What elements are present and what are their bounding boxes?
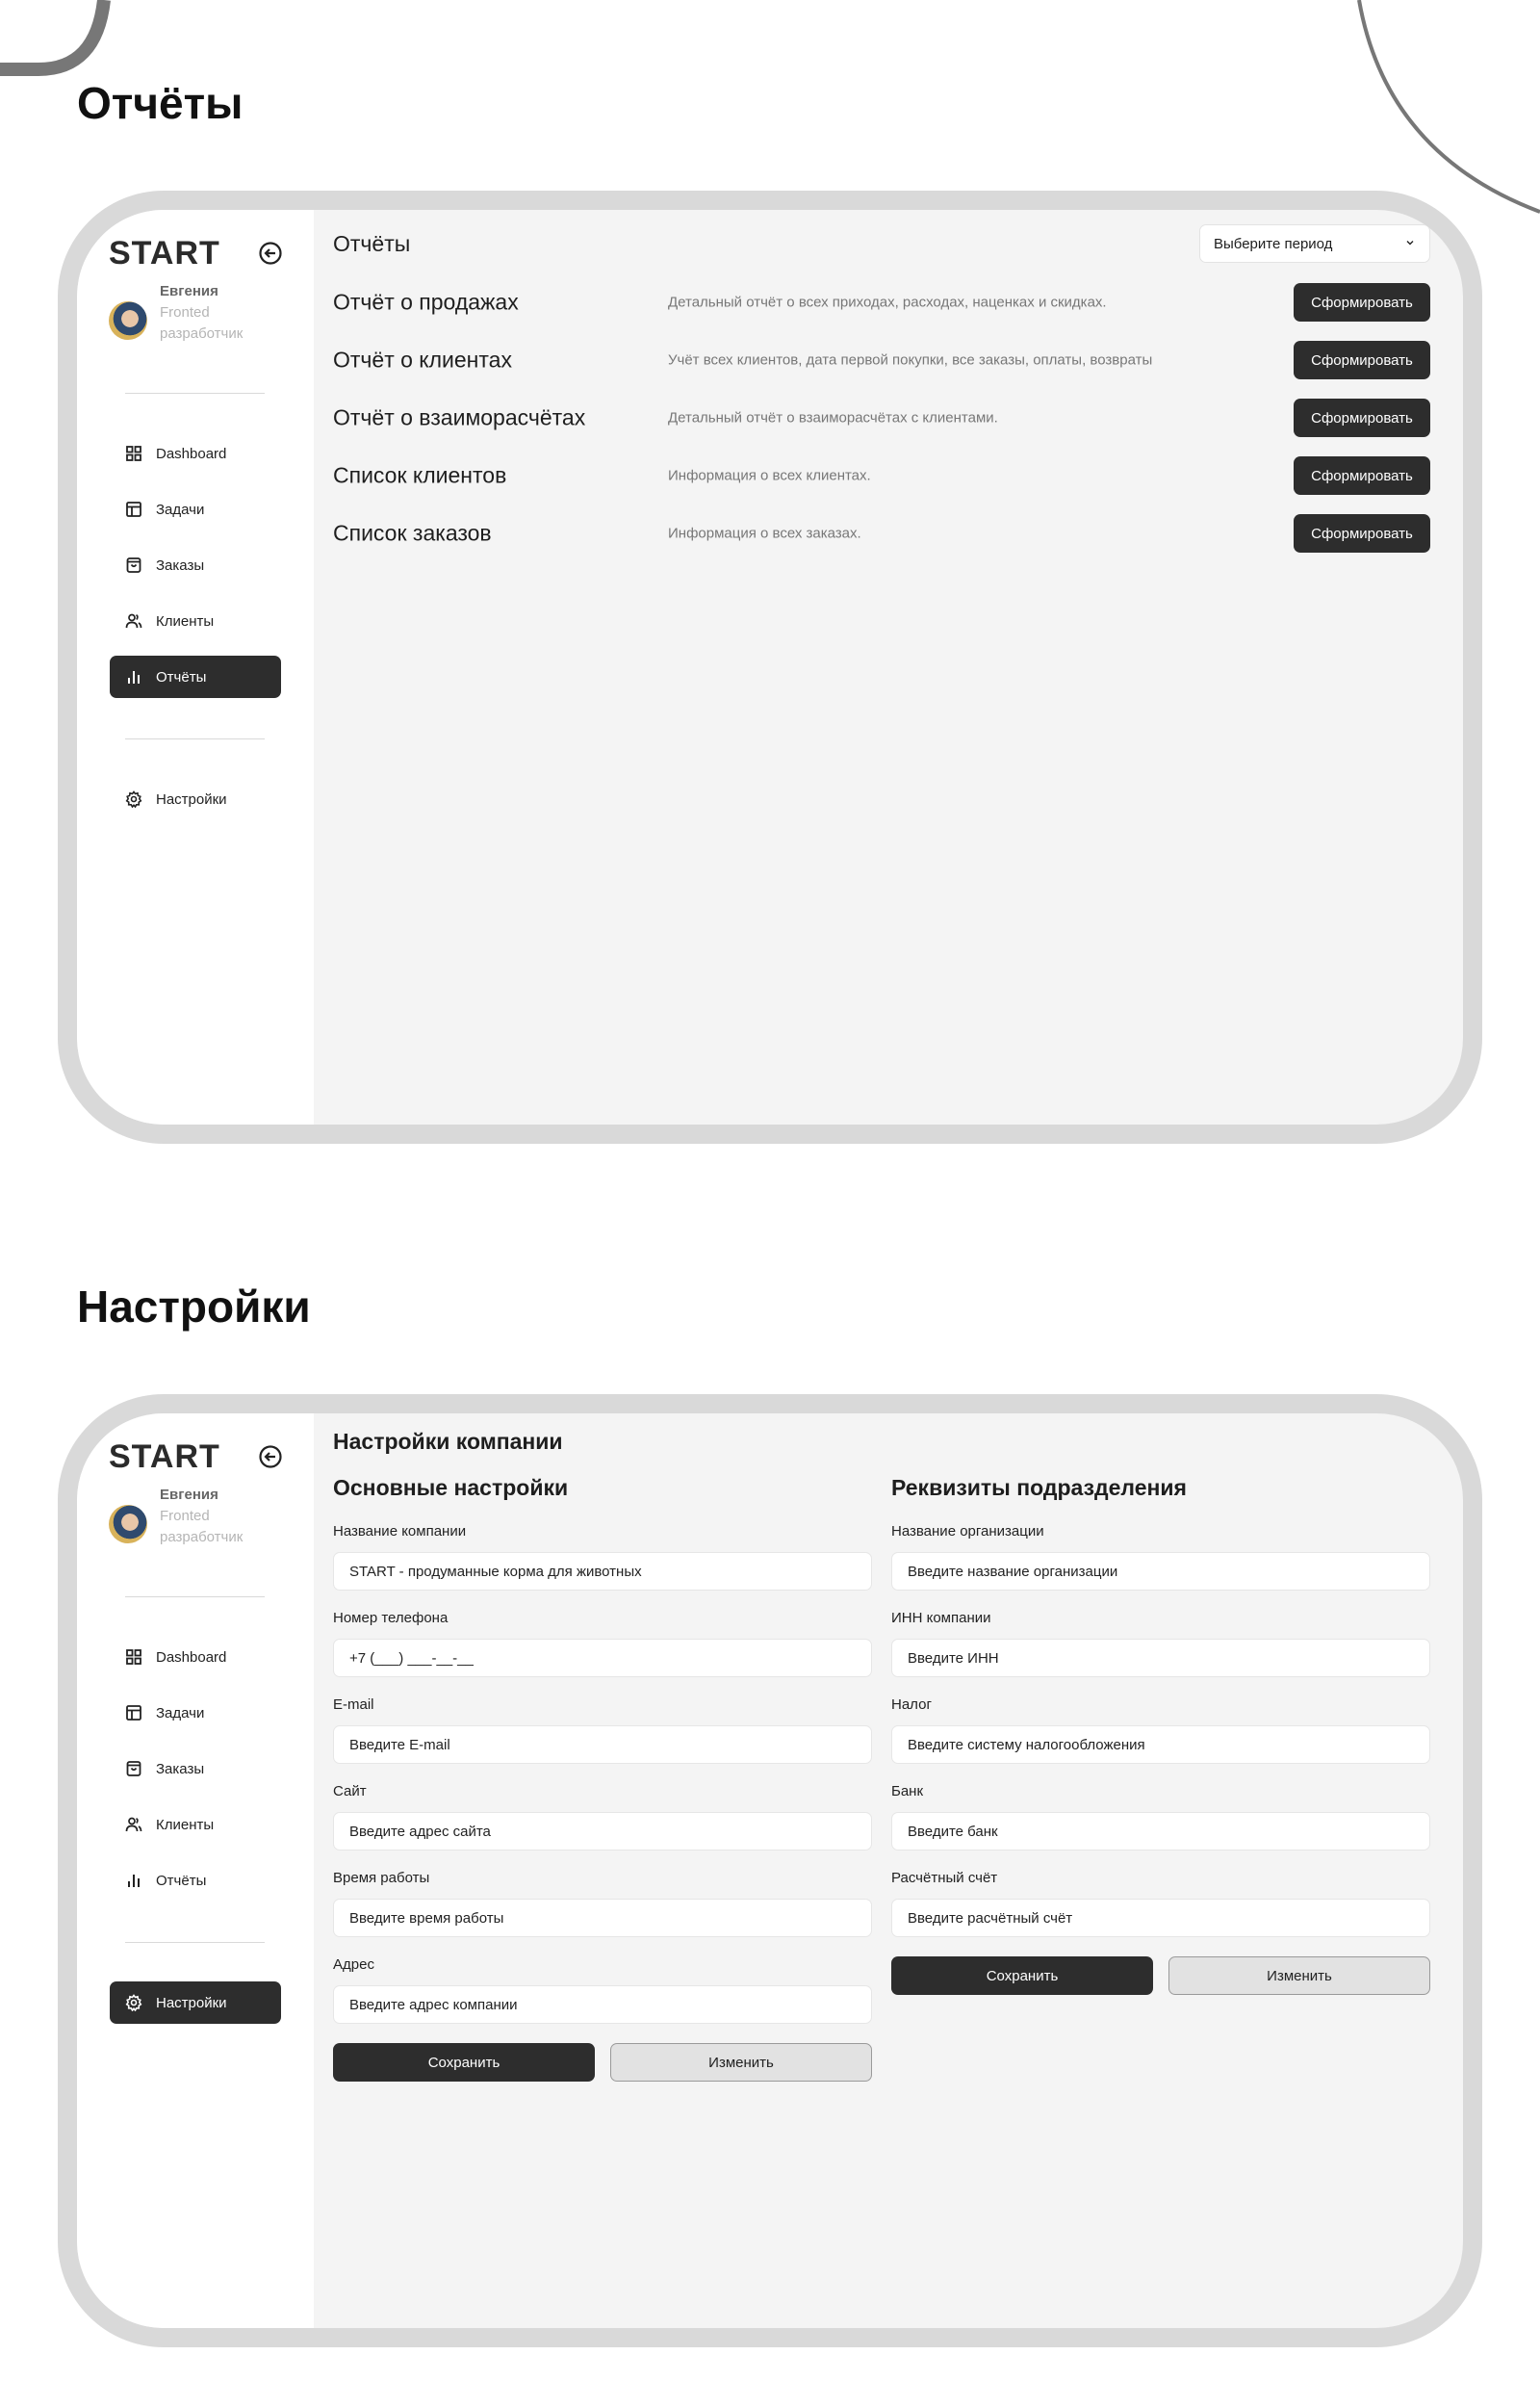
report-description: Информация о всех клиентах. <box>668 467 871 484</box>
field-label: Расчётный счёт <box>891 1870 998 1886</box>
sidebar <box>77 210 314 1125</box>
field-placeholder: Введите расчётный счёт <box>908 1909 1073 1927</box>
sidebar-item-0[interactable] <box>110 432 281 475</box>
field-placeholder: Введите ИНН <box>908 1649 999 1667</box>
field-input[interactable] <box>333 1552 872 1591</box>
sidebar-item-label: Заказы <box>156 556 205 574</box>
generate-report-button[interactable]: Сформировать <box>1294 456 1430 495</box>
sidebar-item-label: Задачи <box>156 501 205 518</box>
sidebar-item-1[interactable] <box>110 1692 281 1734</box>
field-placeholder: Введите название организации <box>908 1563 1118 1580</box>
sidebar-item-label: Dashboard <box>156 1648 227 1666</box>
field-label: Адрес <box>333 1956 374 1973</box>
report-description: Детальный отчёт о взаиморасчётах с клиентами. <box>668 409 998 427</box>
sidebar-item-4[interactable] <box>110 656 281 698</box>
user-name: Евгения <box>160 1487 218 1503</box>
user-role: разработчик <box>160 1529 244 1545</box>
sidebar-item-label: Отчёты <box>156 668 207 686</box>
sidebar-item-label: Настройки <box>156 1994 227 2011</box>
field-label: E-mail <box>333 1696 374 1713</box>
field-placeholder: Введите время работы <box>349 1909 504 1927</box>
requisites-heading: Реквизиты подразделения <box>891 1475 1187 1500</box>
field-input[interactable] <box>891 1639 1430 1677</box>
avatar <box>109 1505 147 1543</box>
field-placeholder: Введите адрес компании <box>349 1996 518 2013</box>
field-input[interactable] <box>891 1725 1430 1764</box>
report-description: Учёт всех клиентов, дата первой покупки, все заказы, оплаты, возвраты <box>668 351 1153 369</box>
field-input[interactable] <box>333 1725 872 1764</box>
field-label: ИНН компании <box>891 1610 991 1626</box>
chevron-down-icon <box>1404 236 1416 252</box>
save-button[interactable]: Сохранить <box>891 1956 1153 1995</box>
reports-frame <box>58 191 1482 1144</box>
edit-button[interactable]: Изменить <box>610 2043 872 2082</box>
users-icon <box>125 612 142 630</box>
sidebar-item-3[interactable] <box>110 1803 281 1846</box>
field-value: START - продуманные корма для животных <box>349 1563 642 1580</box>
field-placeholder: Введите E-mail <box>349 1736 450 1753</box>
bar-chart-icon <box>125 1872 142 1889</box>
table-icon <box>125 501 142 518</box>
field-label: Время работы <box>333 1870 430 1886</box>
dashboard-icon <box>125 445 142 462</box>
field-label: Сайт <box>333 1783 367 1799</box>
report-title: Список клиентов <box>333 462 507 488</box>
settings-section-heading: Настройки <box>77 1281 311 1332</box>
user-role: Fronted <box>160 304 210 321</box>
collapse-sidebar-icon[interactable] <box>258 241 283 266</box>
period-select[interactable] <box>1199 224 1430 263</box>
gear-icon <box>125 1994 142 2011</box>
divider <box>125 393 265 394</box>
sidebar-item-label: Клиенты <box>156 1816 215 1833</box>
logo[interactable]: START <box>109 1438 220 1475</box>
field-input[interactable] <box>891 1552 1430 1591</box>
gear-icon <box>125 790 142 808</box>
report-title: Отчёт о продажах <box>333 289 519 315</box>
field-placeholder: Введите банк <box>908 1823 998 1840</box>
generate-report-button[interactable]: Сформировать <box>1294 341 1430 379</box>
sidebar-item-label: Задачи <box>156 1704 205 1721</box>
report-description: Детальный отчёт о всех приходах, расходах, наценках и скидках. <box>668 294 1107 311</box>
field-label: Налог <box>891 1696 932 1713</box>
sidebar <box>77 1413 314 2328</box>
user-role: разработчик <box>160 325 244 342</box>
field-label: Название компании <box>333 1523 467 1540</box>
sidebar-item-label: Dashboard <box>156 445 227 462</box>
users-icon <box>125 1816 142 1833</box>
collapse-sidebar-icon[interactable] <box>258 1444 283 1469</box>
dashboard-icon <box>125 1648 142 1666</box>
settings-main <box>314 1413 1463 2328</box>
page-title: Отчёты <box>333 231 411 256</box>
shopping-bag-icon <box>125 1760 142 1777</box>
sidebar-item-settings[interactable] <box>110 1981 281 2024</box>
sidebar-item-label: Настройки <box>156 790 227 808</box>
sidebar-item-0[interactable] <box>110 1636 281 1678</box>
basic-settings-column <box>333 1413 872 2328</box>
divider <box>125 738 265 739</box>
sidebar-item-2[interactable] <box>110 544 281 586</box>
generate-report-button[interactable]: Сформировать <box>1294 399 1430 437</box>
divider <box>125 1942 265 1943</box>
field-placeholder: Введите адрес сайта <box>349 1823 491 1840</box>
save-button[interactable]: Сохранить <box>333 2043 595 2082</box>
requisites-column <box>891 1413 1430 2328</box>
generate-report-button[interactable]: Сформировать <box>1294 514 1430 553</box>
edit-button[interactable]: Изменить <box>1168 1956 1430 1995</box>
field-placeholder: Введите систему налогообложения <box>908 1736 1145 1753</box>
user-name: Евгения <box>160 283 218 299</box>
field-label: Банк <box>891 1783 924 1799</box>
sidebar-item-label: Заказы <box>156 1760 205 1777</box>
sidebar-item-label: Отчёты <box>156 1872 207 1889</box>
sidebar-item-2[interactable] <box>110 1747 281 1790</box>
settings-frame <box>58 1394 1482 2347</box>
sidebar-item-4[interactable] <box>110 1859 281 1902</box>
logo[interactable]: START <box>109 235 220 272</box>
period-select-value: Выберите период <box>1214 235 1333 252</box>
field-input[interactable] <box>333 1812 872 1851</box>
field-input[interactable] <box>333 1639 872 1677</box>
bar-chart-icon <box>125 668 142 686</box>
field-label: Название организации <box>891 1523 1044 1540</box>
generate-report-button[interactable]: Сформировать <box>1294 283 1430 322</box>
report-title: Список заказов <box>333 520 492 546</box>
basic-settings-heading: Основные настройки <box>333 1475 569 1500</box>
field-input[interactable] <box>333 1985 872 2024</box>
field-input[interactable] <box>891 1899 1430 1937</box>
avatar <box>109 301 147 340</box>
page-title: Настройки компании <box>333 1429 563 1454</box>
field-placeholder: +7 (___) ___-__-__ <box>349 1649 474 1667</box>
shopping-bag-icon <box>125 556 142 574</box>
reports-main <box>314 210 1463 1125</box>
sidebar-item-1[interactable] <box>110 488 281 531</box>
sidebar-item-label: Клиенты <box>156 612 215 630</box>
report-title: Отчёт о взаиморасчётах <box>333 404 586 430</box>
report-description: Информация о всех заказах. <box>668 525 861 542</box>
table-icon <box>125 1704 142 1721</box>
sidebar-item-3[interactable] <box>110 600 281 642</box>
sidebar-item-settings[interactable] <box>110 778 281 820</box>
field-input[interactable] <box>891 1812 1430 1851</box>
reports-section-heading: Отчёты <box>77 78 244 128</box>
divider <box>125 1596 265 1597</box>
user-role: Fronted <box>160 1508 210 1524</box>
report-title: Отчёт о клиентах <box>333 347 512 373</box>
field-label: Номер телефона <box>333 1610 449 1626</box>
field-input[interactable] <box>333 1899 872 1937</box>
